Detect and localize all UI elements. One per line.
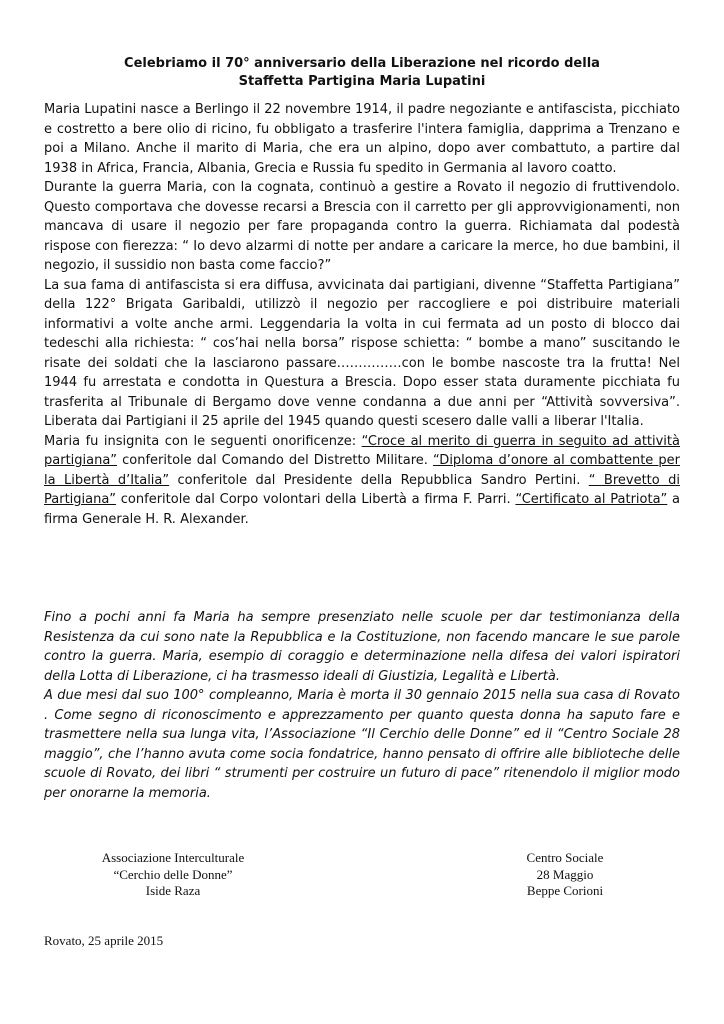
title-line-2: Staffetta Partigina Maria Lupatini [238,74,486,89]
title-line-1: Celebriamo il 70° anniversario della Liberazione nel ricordo della [124,56,600,71]
paragraph-memorial: A due mesi dal suo 100° compleanno, Maria è morta il 30 gennaio 2015 nella sua casa di Rovato . Come segno di riconoscimento e apprezzamento per quanto questa donna ha saputo fare e trasmettere nella sua lunga vita, l’Associazione “Il Cerchio delle Donne” ed il “Centro Sociale 28 maggio”, che l’hanno avuta come socia fondatrice, hanno pensato di offrire alle biblioteche delle scuole di Rovato, dei libri “ strumenti per costruire un futuro di pace” ritenendolo il miglior modo per onorarne la memoria. [44,688,680,801]
honors-intro: Maria fu insignita con le seguenti onorificenze: [44,433,362,449]
paragraph-staffetta: La sua fama di antifascista si era diffusa, avvicinata dai partigiani, divenne “Staffetta Partigiana” della 122° Brigata Garibaldi, utilizzò il negozio per raccogliere e poi distribuire materiali informativi a volte anche armi. Leggendaria la volta in cui fermata ad un posto di blocco dai tedeschi alla richiesta: “ cos’hai nella borsa” rispose schietta: “ bombe a mano” suscitando le risate dei soldati che la lasciarono passare……………con le bombe nascoste tra la frutta! Nel 1944 fu arrestata e condotta in Questura a Brescia. Dopo esser stata duramente picchiata fu trasferita al Tribunale di Bergamo dove venne condanna a due anni per “Attività sovversiva”. Liberata dai Partigiani il 25 aprile del 1945 quando questi scesero dalle valli a liberar l'Italia. [44,277,680,429]
signature-right-org: Centro Sociale [526,850,604,865]
award-croce-merito: “Croce al merito di guerra in seguito ad attività partigiana” [44,433,680,468]
signature-left-org: Associazione Interculturale [101,850,245,865]
document-title [40,55,684,91]
award-diploma-onore: “Diploma d’onore al combattente per la Libertà d’Italia” [44,453,680,488]
award-diploma-onore-conferral: conferitole dal Presidente della Repubblica Sandro Pertini. [169,472,589,488]
signature-left-name: “Cerchio delle Donne” [113,866,233,882]
signature-right-name: 28 Maggio [536,866,594,882]
biography-body [44,100,680,529]
award-croce-merito-conferral: conferitole dal Comando del Distretto Militare. [117,453,433,468]
award-brevetto-partigiana: “ Brevetto di Partigiana” [44,472,680,507]
signature-centro-sociale [480,850,650,900]
paragraph-testimony: Fino a pochi anni fa Maria ha sempre presenziato nelle scuole per dar testimonianza della Resistenza da cui sono nate la Repubblica e la Costituzione, non facendo mancare le sue parole contro la guerra. Maria, esempio di coraggio e determinazione nella difesa dei valori ispiratori della Lotta di Liberazione, ci ha trasmesso ideali di Giustizia, Legalità e Libertà. [44,610,680,684]
document-date: Rovato, 25 aprile 2015 [44,933,164,948]
award-brevetto-conferral: conferitole dal Corpo volontari della Libertà a firma F. Parri. [116,492,516,507]
award-certificato-patriota: “Certificato al Patriota” [515,492,668,507]
signature-left-signer: Iside Raza [145,883,201,898]
award-certificato-conferral: a firma Generale H. R. Alexander. [44,492,680,527]
signature-right-signer: Beppe Corioni [526,883,604,898]
paragraph-birth: Maria Lupatini nasce a Berlingo il 22 novembre 1914, il padre negoziante e antifascista, picchiato e costretto a bere olio di ricino, fu obbligato a trasferire l'intera famiglia, dapprima a Trenzano e poi a Milano. Anche il marito di Maria, che era un alpino, dopo aver combattuto, a partire dal 1938 in Africa, Francia, Albania, Grecia e Russia fu spedito in Germania al lavoro coatto. [44,102,680,176]
paragraph-war-shop: Durante la guerra Maria, con la cognata, continuò a gestire a Rovato il negozio di fruttivendolo. Questo comportava che dovesse recarsi a Brescia con il carretto per gli approvvigionamenti, non mancava di usare il negozio per fare propaganda contro la guerra. Richiamata dal podestà rispose con fierezza: “ Io devo alzarmi di notte per andare a caricare la merce, ho due bambini, il negozio, il sussidio non basta come faccio?” [44,180,680,273]
memorial-section [44,608,680,803]
paragraph-honors [44,432,680,530]
signature-cerchio-delle-donne [68,850,278,900]
